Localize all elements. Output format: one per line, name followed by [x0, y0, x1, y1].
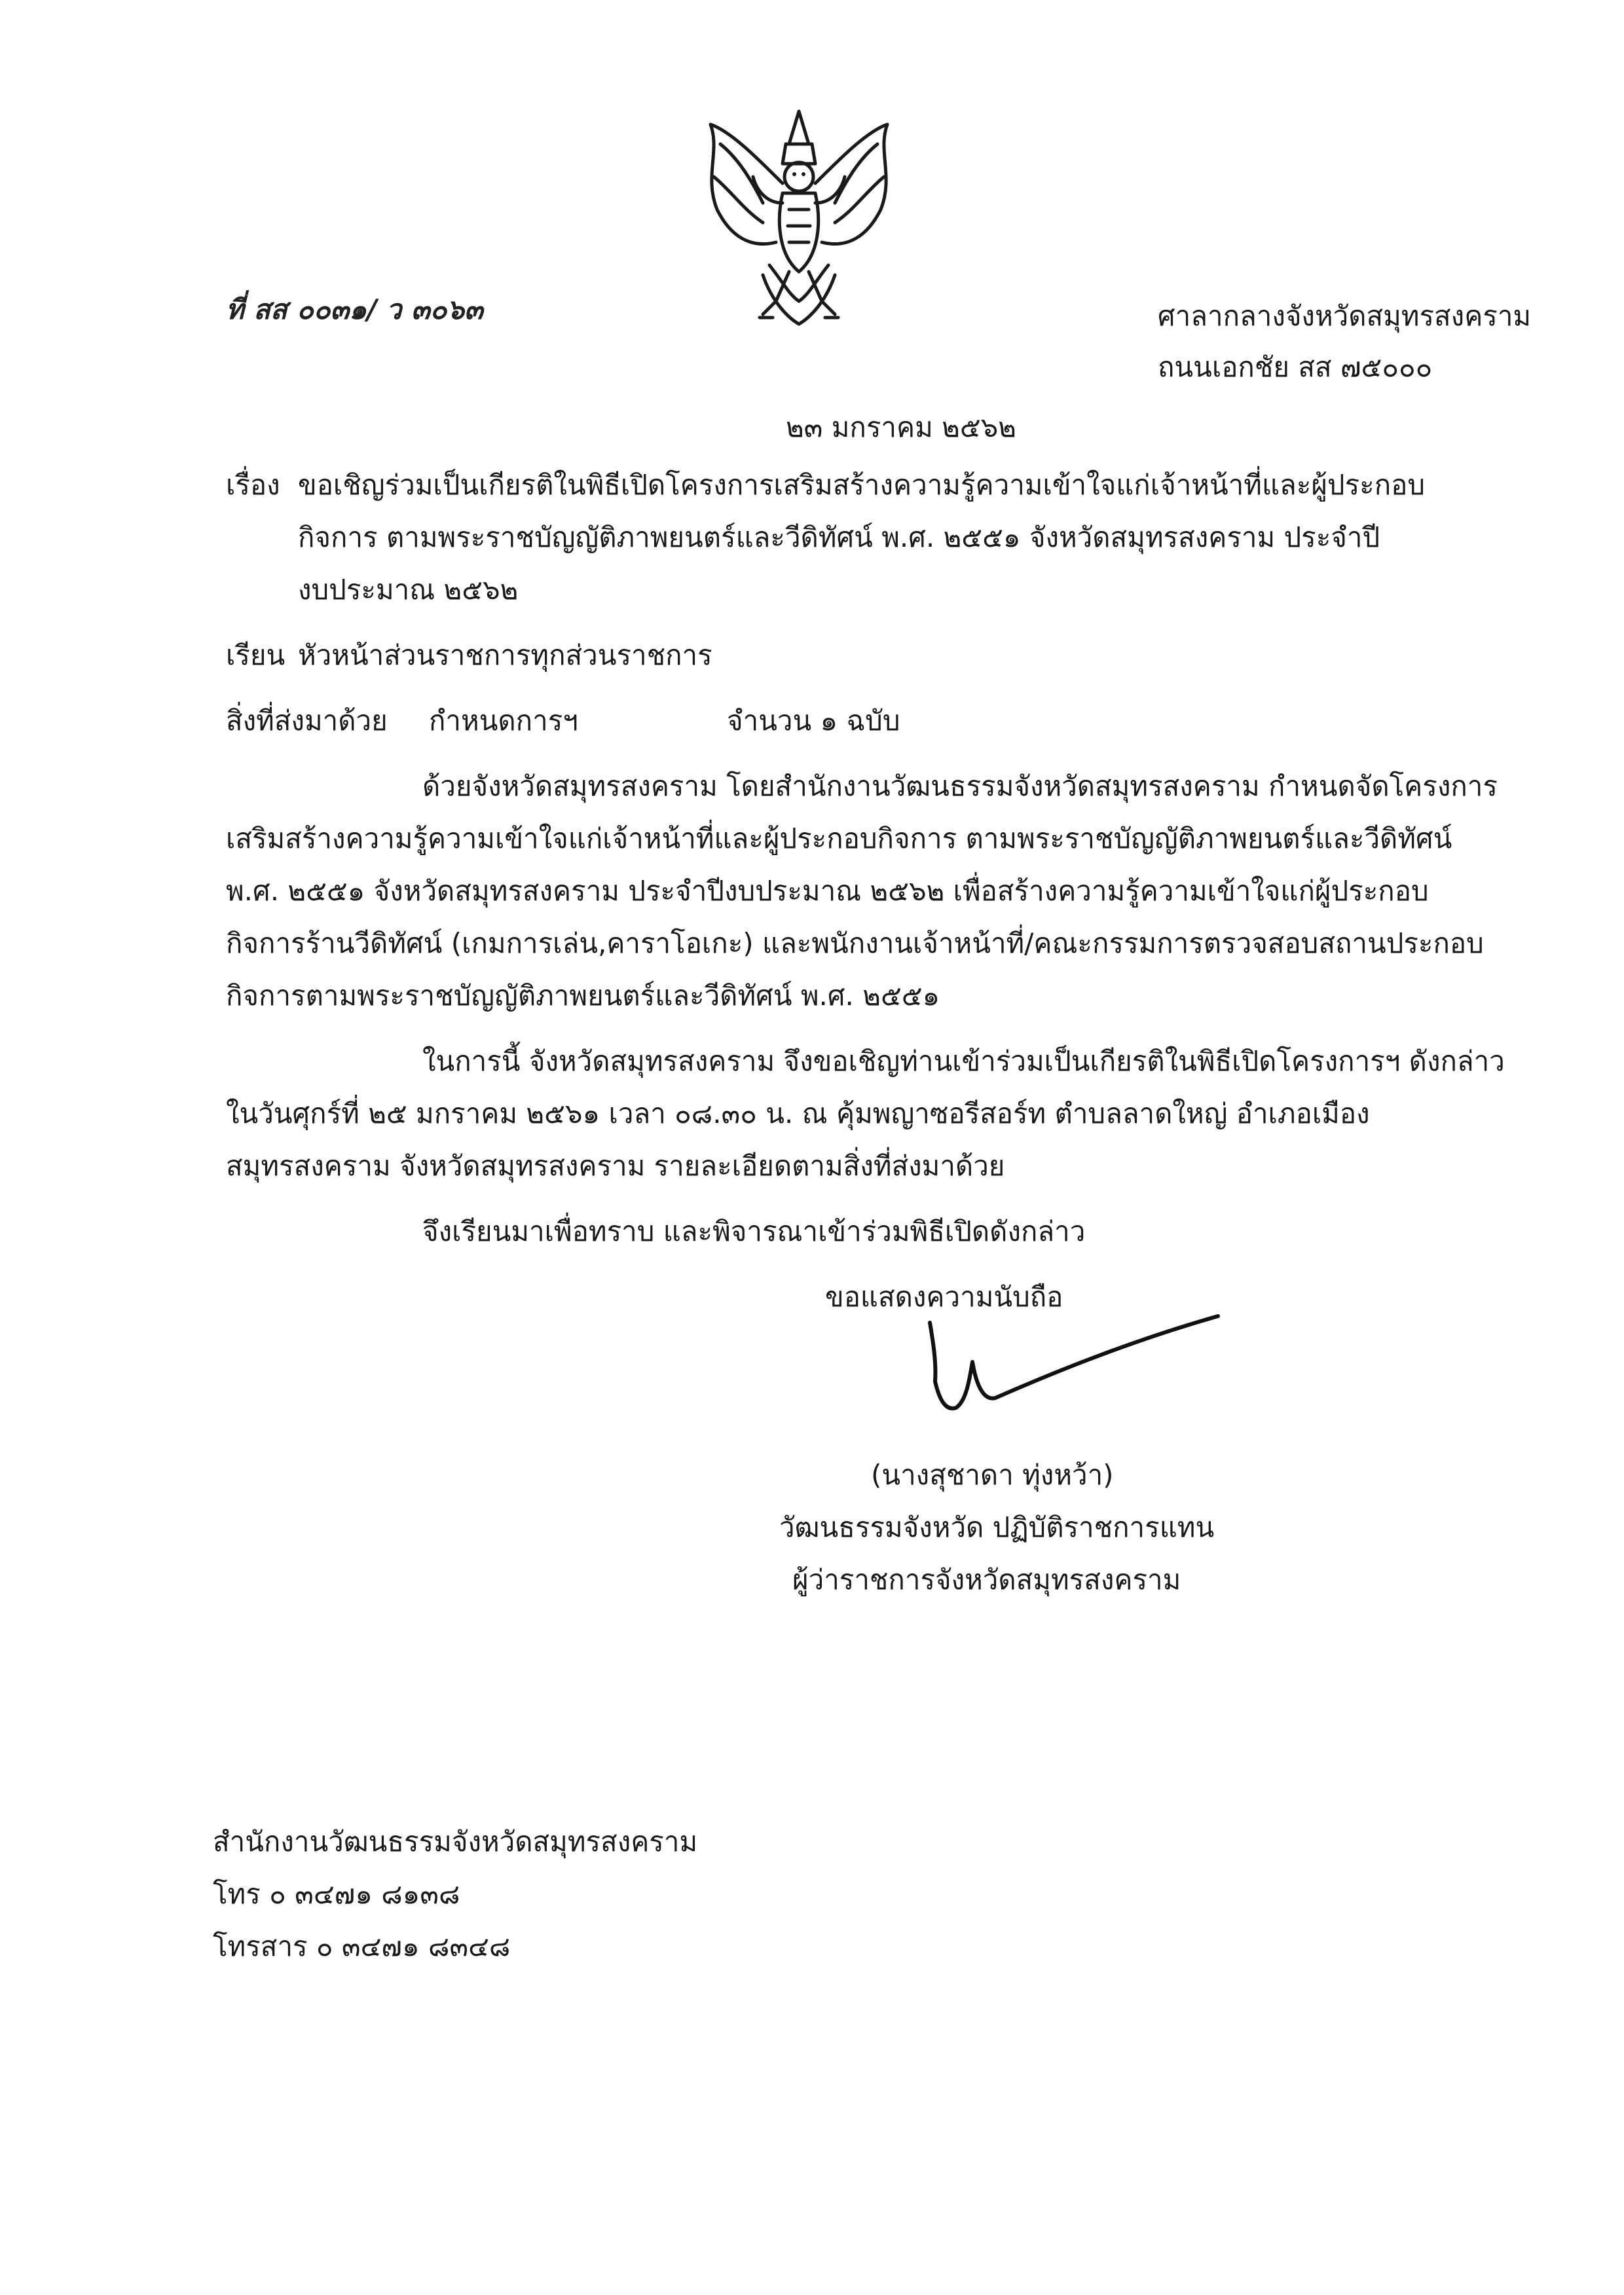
- enclosure-label: สิ่งที่ส่งมาด้วย: [226, 705, 388, 737]
- subject-line-3: งบประมาณ ๒๕๖๒: [298, 574, 519, 606]
- garuda-emblem-icon: [691, 105, 907, 347]
- enclosure-count: จำนวน ๑ ฉบับ: [727, 705, 900, 737]
- footer-office: สำนักงานวัฒนธรรมจังหวัดสมุทรสงคราม: [213, 1826, 698, 1858]
- paragraph-2-line: ในการนี้ จังหวัดสมุทรสงคราม จึงขอเชิญท่านเข้าร่วมเป็นเกียรติในพิธีเปิดโครงการฯ ดังกล่าว: [422, 1045, 1505, 1077]
- paragraph-1-line: เสริมสร้างความรู้ความเข้าใจแก่เจ้าหน้าที่และผู้ประกอบกิจการ ตามพระราชบัญญัติภาพยนตร์และวีดิทัศน์: [226, 822, 1452, 854]
- document-number: ที่ สส ๐๐๓๑/ ว ๓๐๖๓: [226, 293, 483, 325]
- paragraph-2-line: ในวันศุกร์ที่ ๒๕ มกราคม ๒๕๖๑ เวลา ๐๘.๓๐ น. ณ คุ้มพญาซอรีสอร์ท ตำบลลาดใหญ่ อำเภอเมือง: [226, 1097, 1370, 1129]
- footer-fax: โทรสาร ๐ ๓๔๗๑ ๘๓๔๘: [213, 1930, 511, 1962]
- enclosure-text: กำหนดการฯ: [429, 705, 578, 737]
- subject-line-2: กิจการ ตามพระราชบัญญัติภาพยนตร์และวีดิทัศน์ พ.ศ. ๒๕๕๑ จังหวัดสมุทรสงคราม ประจำปี: [298, 521, 1380, 553]
- address-line-1: ศาลากลางจังหวัดสมุทรสงคราม: [1158, 300, 1532, 332]
- paragraph-1-line: กิจการตามพระราชบัญญัติภาพยนตร์และวีดิทัศน์ พ.ศ. ๒๕๕๑: [226, 980, 940, 1012]
- address-line-2: ถนนเอกชัย สส ๗๕๐๐๐: [1158, 351, 1433, 383]
- subject-line-1: ขอเชิญร่วมเป็นเกียรติในพิธีเปิดโครงการเสริมสร้างความรู้ความเข้าใจแก่เจ้าหน้าที่และผู้ประกอบ: [298, 469, 1426, 501]
- closing-phrase: ขอแสดงความนับถือ: [825, 1281, 1063, 1313]
- paragraph-3: จึงเรียนมาเพื่อทราบ และพิจารณาเข้าร่วมพิธีเปิดดังกล่าว: [422, 1215, 1086, 1247]
- recipient-text: หัวหน้าส่วนราชการทุกส่วนราชการ: [298, 639, 712, 671]
- signatory-position-1: วัฒนธรรมจังหวัด ปฏิบัติราชการแทน: [779, 1511, 1215, 1543]
- subject-label: เรื่อง: [226, 469, 280, 501]
- document-date: ๒๓ มกราคม ๒๕๖๒: [786, 411, 1016, 443]
- handwritten-signature: [917, 1303, 1231, 1447]
- paragraph-1-line: ด้วยจังหวัดสมุทรสงคราม โดยสำนักงานวัฒนธรรมจังหวัดสมุทรสงคราม กำหนดจัดโครงการ: [422, 770, 1498, 802]
- recipient-label: เรียน: [226, 639, 286, 671]
- signatory-name: (นางสุชาดา ทุ่งหว้า): [871, 1459, 1114, 1491]
- paragraph-2-line: สมุทรสงคราม จังหวัดสมุทรสงคราม รายละเอียดตามสิ่งที่ส่งมาด้วย: [226, 1150, 1005, 1182]
- paragraph-1-line: กิจการร้านวีดิทัศน์ (เกมการเล่น,คาราโอเกะ) และพนักงานเจ้าหน้าที่/คณะกรรมการตรวจสอบสถานประกอบ: [226, 927, 1484, 959]
- paragraph-1-line: พ.ศ. ๒๕๕๑ จังหวัดสมุทรสงคราม ประจำปีงบประมาณ ๒๕๖๒ เพื่อสร้างความรู้ความเข้าใจแก่ผู้ประกอบ: [226, 875, 1429, 907]
- signatory-position-2: ผู้ว่าราชการจังหวัดสมุทรสงคราม: [792, 1564, 1181, 1596]
- footer-telephone: โทร ๐ ๓๔๗๑ ๘๑๓๘: [213, 1878, 460, 1910]
